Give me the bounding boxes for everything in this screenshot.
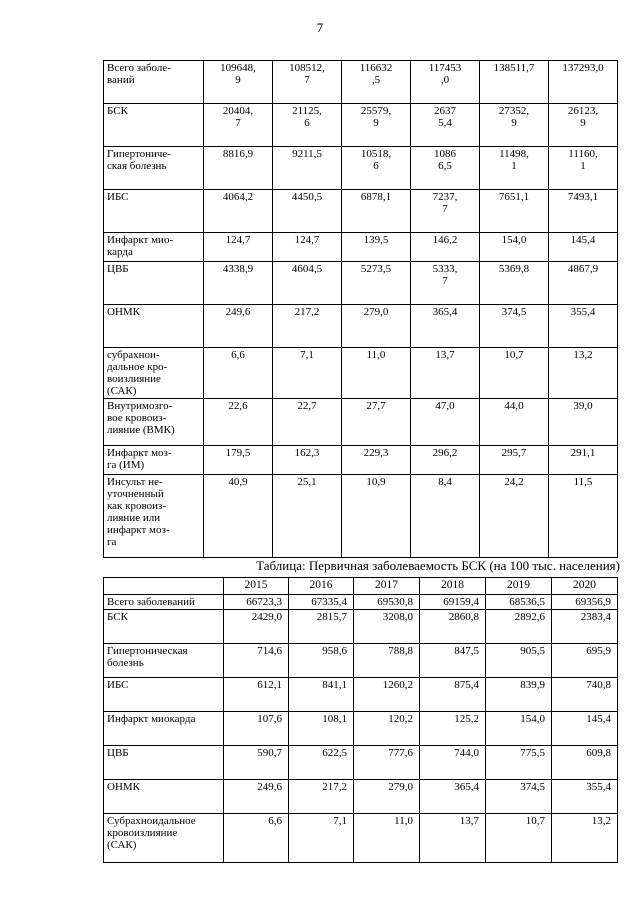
value-cell: 162,3 [273, 446, 342, 475]
value-cell: 229,3 [342, 446, 411, 475]
value-cell: 137293,0 [549, 61, 618, 104]
value-cell: 777,6 [354, 746, 420, 780]
row-label: Инфаркт мио- карда [104, 233, 204, 262]
value-cell: 279,0 [342, 305, 411, 348]
value-cell: 295,7 [480, 446, 549, 475]
value-cell: 279,0 [354, 780, 420, 814]
value-cell: 108,1 [289, 712, 354, 746]
value-cell: 590,7 [224, 746, 289, 780]
table-row [104, 712, 618, 746]
row-label: Инфаркт миокарда [104, 712, 224, 746]
value-cell: 27,7 [342, 399, 411, 446]
table-caption: Таблица: Первичная заболеваемость БСК (на 100 тыс. населения) [256, 558, 620, 573]
value-cell: 22,7 [273, 399, 342, 446]
row-label: Инсульт не- уточненный как кровоиз- лияние или инфаркт моз- га [104, 475, 204, 558]
value-cell: 217,2 [273, 305, 342, 348]
table-row [104, 610, 618, 644]
row-label: субрахнои- дальное кро- воизлияние (САК) [104, 348, 204, 399]
value-cell: 108512, 7 [273, 61, 342, 104]
value-cell: 7,1 [289, 814, 354, 863]
value-cell: 13,7 [411, 348, 480, 399]
table-row [104, 61, 618, 104]
value-cell: 145,4 [552, 712, 618, 746]
value-cell: 20404, 7 [204, 104, 273, 147]
value-cell: 8,4 [411, 475, 480, 558]
row-label: ОНМК [104, 305, 204, 348]
table-row [104, 262, 618, 305]
table-row [104, 678, 618, 712]
table-row [104, 399, 618, 446]
table-row [104, 746, 618, 780]
value-cell: 69356,9 [552, 595, 618, 610]
year-header: 2017 [354, 578, 420, 595]
year-header: 2015 [224, 578, 289, 595]
value-cell: 788,8 [354, 644, 420, 678]
value-cell: 154,0 [486, 712, 552, 746]
value-cell: 4064,2 [204, 190, 273, 233]
value-cell: 365,4 [411, 305, 480, 348]
value-cell: 374,5 [480, 305, 549, 348]
value-cell: 13,2 [552, 814, 618, 863]
row-label: Внутримозго- вое кровоиз- лияние (ВМК) [104, 399, 204, 446]
value-cell: 146,2 [411, 233, 480, 262]
value-cell: 25579, 9 [342, 104, 411, 147]
value-cell: 139,5 [342, 233, 411, 262]
header-label-cell [104, 578, 224, 595]
value-cell: 179,5 [204, 446, 273, 475]
row-label: ИБС [104, 678, 224, 712]
row-label: ИБС [104, 190, 204, 233]
value-cell: 5369,8 [480, 262, 549, 305]
value-cell: 2815,7 [289, 610, 354, 644]
value-cell: 124,7 [204, 233, 273, 262]
value-cell: 2892,6 [486, 610, 552, 644]
value-cell: 291,1 [549, 446, 618, 475]
table-row [104, 104, 618, 147]
value-cell: 11,0 [354, 814, 420, 863]
year-header: 2018 [420, 578, 486, 595]
value-cell: 4450,5 [273, 190, 342, 233]
value-cell: 612,1 [224, 678, 289, 712]
row-label: БСК [104, 610, 224, 644]
row-label: Гипертониче- ская болезнь [104, 147, 204, 190]
table-row [104, 814, 618, 863]
value-cell: 7,1 [273, 348, 342, 399]
value-cell: 905,5 [486, 644, 552, 678]
table-row [104, 190, 618, 233]
value-cell: 107,6 [224, 712, 289, 746]
value-cell: 124,7 [273, 233, 342, 262]
value-cell: 2429,0 [224, 610, 289, 644]
value-cell: 6,6 [204, 348, 273, 399]
value-cell: 10,9 [342, 475, 411, 558]
year-header: 2020 [552, 578, 618, 595]
value-cell: 66723,3 [224, 595, 289, 610]
value-cell: 116632 ,5 [342, 61, 411, 104]
value-cell: 69530,8 [354, 595, 420, 610]
value-cell: 2637 5,4 [411, 104, 480, 147]
table-row [104, 644, 618, 678]
value-cell: 154,0 [480, 233, 549, 262]
value-cell: 125,2 [420, 712, 486, 746]
value-cell: 695,9 [552, 644, 618, 678]
value-cell: 10518, 6 [342, 147, 411, 190]
value-cell: 847,5 [420, 644, 486, 678]
page-number: 7 [316, 20, 324, 35]
row-label: Всего заболеваний [104, 595, 224, 610]
value-cell: 609,8 [552, 746, 618, 780]
value-cell: 24,2 [480, 475, 549, 558]
value-cell: 8816,9 [204, 147, 273, 190]
row-label: ОНМК [104, 780, 224, 814]
value-cell: 839,9 [486, 678, 552, 712]
value-cell: 47,0 [411, 399, 480, 446]
value-cell: 875,4 [420, 678, 486, 712]
row-label: Всего заболе- ваний [104, 61, 204, 104]
value-cell: 622,5 [289, 746, 354, 780]
value-cell: 145,4 [549, 233, 618, 262]
value-cell: 7493,1 [549, 190, 618, 233]
value-cell: 374,5 [486, 780, 552, 814]
value-cell: 4604,5 [273, 262, 342, 305]
value-cell: 11,0 [342, 348, 411, 399]
value-cell: 11498, 1 [480, 147, 549, 190]
year-header: 2016 [289, 578, 354, 595]
value-cell: 120,2 [354, 712, 420, 746]
value-cell: 958,6 [289, 644, 354, 678]
table-row [104, 780, 618, 814]
value-cell: 744,0 [420, 746, 486, 780]
value-cell: 6878,1 [342, 190, 411, 233]
value-cell: 13,7 [420, 814, 486, 863]
table-row [104, 147, 618, 190]
value-cell: 4867,9 [549, 262, 618, 305]
value-cell: 138511,7 [480, 61, 549, 104]
value-cell: 1086 6,5 [411, 147, 480, 190]
table-row [104, 305, 618, 348]
year-header-row [104, 578, 618, 595]
row-label: Субрахноидальное кровоизлияние (САК) [104, 814, 224, 863]
value-cell: 5333, 7 [411, 262, 480, 305]
value-cell: 217,2 [289, 780, 354, 814]
value-cell: 740,8 [552, 678, 618, 712]
value-cell: 841,1 [289, 678, 354, 712]
row-label: БСК [104, 104, 204, 147]
value-cell: 6,6 [224, 814, 289, 863]
value-cell: 7651,1 [480, 190, 549, 233]
value-cell: 11160, 1 [549, 147, 618, 190]
value-cell: 11,5 [549, 475, 618, 558]
value-cell: 9211,5 [273, 147, 342, 190]
value-cell: 5273,5 [342, 262, 411, 305]
value-cell: 67335,4 [289, 595, 354, 610]
value-cell: 296,2 [411, 446, 480, 475]
value-cell: 10,7 [486, 814, 552, 863]
table-row [104, 595, 618, 610]
value-cell: 22,6 [204, 399, 273, 446]
value-cell: 27352, 9 [480, 104, 549, 147]
value-cell: 68536,5 [486, 595, 552, 610]
row-label: ЦВБ [104, 262, 204, 305]
value-cell: 355,4 [552, 780, 618, 814]
row-label: ЦВБ [104, 746, 224, 780]
primary-incidence-table [103, 577, 618, 863]
row-label: Гипертоническая болезнь [104, 644, 224, 678]
value-cell: 10,7 [480, 348, 549, 399]
value-cell: 1260,2 [354, 678, 420, 712]
row-label: Инфаркт моз- га (ИМ) [104, 446, 204, 475]
value-cell: 40,9 [204, 475, 273, 558]
value-cell: 25,1 [273, 475, 342, 558]
value-cell: 355,4 [549, 305, 618, 348]
value-cell: 39,0 [549, 399, 618, 446]
value-cell: 21125, 6 [273, 104, 342, 147]
value-cell: 2860,8 [420, 610, 486, 644]
value-cell: 714,6 [224, 644, 289, 678]
disease-table-continued [103, 60, 618, 558]
value-cell: 117453 ,0 [411, 61, 480, 104]
value-cell: 26123, 9 [549, 104, 618, 147]
year-header: 2019 [486, 578, 552, 595]
table-row [104, 233, 618, 262]
value-cell: 3208,0 [354, 610, 420, 644]
value-cell: 249,6 [224, 780, 289, 814]
value-cell: 13,2 [549, 348, 618, 399]
table-row [104, 446, 618, 475]
value-cell: 44,0 [480, 399, 549, 446]
value-cell: 4338,9 [204, 262, 273, 305]
value-cell: 109648, 9 [204, 61, 273, 104]
value-cell: 365,4 [420, 780, 486, 814]
table-row [104, 348, 618, 399]
value-cell: 7237, 7 [411, 190, 480, 233]
table-row [104, 475, 618, 558]
value-cell: 69159,4 [420, 595, 486, 610]
value-cell: 775,5 [486, 746, 552, 780]
value-cell: 2383,4 [552, 610, 618, 644]
value-cell: 249,6 [204, 305, 273, 348]
